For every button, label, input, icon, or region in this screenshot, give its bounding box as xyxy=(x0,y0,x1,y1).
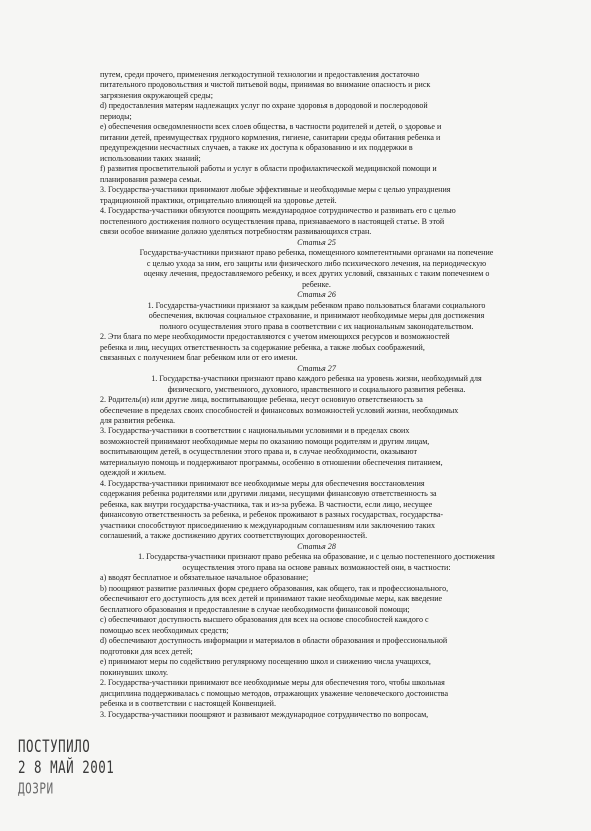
text-line: е) обеспечения осведомленности всех слоев общества, в частности родителей и детей, о здоровье и xyxy=(100,122,442,132)
text-line: 1. Государства-участники признают право ребенка на образование, и с целью постепенного достижения xyxy=(138,552,495,562)
text-line: 3. Государства-участники в соответствии с национальными условиями и в пределах своих xyxy=(100,426,410,436)
text-line: е) принимают меры по содействию регулярному посещению школ и снижению числа учащихся, xyxy=(100,657,431,667)
text-line: 1. Государства-участники признают право каждого ребенка на уровень жизни, необходимый для xyxy=(151,374,482,384)
text-line: материальную помощь и поддерживают программы, особенно в отношении обеспечения питанием, xyxy=(100,457,443,467)
article-heading: Статья 27 xyxy=(297,363,336,373)
text-line: питательного продовольствия и чистой питьевой воды, принимая во внимание опасность и риск xyxy=(100,80,431,90)
text-line: воспитывающим детей, в осуществлении этого права и, в случае необходимости, оказывают xyxy=(100,447,417,457)
text-line: с целью ухода за ним, его защиты или физического либо психического лечения, на периодическую xyxy=(146,258,487,268)
text-line: полного осуществления этого права в соответствии с их национальным законодательством. xyxy=(159,321,474,331)
text-line: 2. Государства-участники принимают все необходимые меры для обеспечения того, чтобы школьная xyxy=(100,678,445,688)
text-line: осуществления этого права на основе равных возможностей они, в частности: xyxy=(182,562,451,572)
text-line: питании детей, преимуществах грудного кормления, гигиене, санитарии среды обитания ребенка и xyxy=(100,132,441,142)
text-line: покинувших школу. xyxy=(100,667,169,677)
text-line: обеспечивают его доступность для всех детей и принимают такие необходимые меры, как введение xyxy=(100,594,443,604)
text-line: дисциплина поддерживалась с помощью методов, отражающих уважение человеческого достоинства xyxy=(100,688,449,698)
text-line: соглашений, а также достижению других соответствующих договоренностей. xyxy=(100,531,368,541)
text-line: с) обеспечивают доступность высшего образования для всех на основе способностей каждого с xyxy=(100,615,429,625)
text-line: обеспечение в пределах своих способностей и финансовых возможностей условий жизни, необходимых xyxy=(100,405,459,415)
text-line: предупреждении несчастных случаев, а также их доступа к образованию и их поддержки в xyxy=(100,143,413,153)
text-line: загрязнения окружающей среды; xyxy=(100,90,213,100)
text-line: подготовки для всех детей; xyxy=(100,646,193,656)
text-line: ребенка и лиц, несущих ответственность за содержание ребенка, а также любых соображений, xyxy=(100,342,425,352)
text-line: планирования размера семьи. xyxy=(100,174,202,184)
received-stamp: ПОСТУПИЛО xyxy=(18,736,91,757)
text-line: 1. Государства-участники признают за каждым ребенком право пользоваться благами социального xyxy=(147,300,486,310)
text-line: участники способствуют присоединению к международным соглашениям или заключению таких xyxy=(100,520,435,530)
text-line: помощью всех необходимых средств; xyxy=(100,625,229,635)
text-line: 2. Эти блага по мере необходимости предоставляются с учетом имеющихся ресурсов и возможностей xyxy=(100,332,450,342)
text-line: ребенке. xyxy=(302,279,331,289)
text-line: Государства-участники признают право ребенка, помещенного компетентными органами на попечение xyxy=(139,248,494,258)
text-line: путем, среди прочего, применения легкодоступной технологии и предоставления достаточно xyxy=(100,70,420,79)
text-line: периоды; xyxy=(100,111,132,121)
document-body xyxy=(100,70,533,720)
text-line: 4. Государства-участники обязуются поощрять международное сотрудничество и развивать его с целью xyxy=(100,206,456,216)
text-line: оценку лечения, предоставляемого ребенку, и всех других условий, связанных с таким попечением о xyxy=(143,269,490,279)
text-line: связи особое внимание должно уделяться потребностям развивающихся стран. xyxy=(100,227,372,237)
text-line: а) вводят бесплатное и обязательное начальное образование; xyxy=(100,573,309,583)
received-stamp-date: 2 8 МАЙ 2001 xyxy=(18,757,115,778)
text-line: для развития ребенка. xyxy=(100,415,176,425)
text-line: ребенка и в соответствии с настоящей Конвенцией. xyxy=(100,699,276,709)
text-line: постепенного достижения полного осуществления права, признаваемого в настоящей статье. В этой xyxy=(100,216,445,226)
text-line: обеспечения, включая социальное страхование, и принимают необходимые меры для достижения xyxy=(148,311,485,321)
article-heading: Статья 28 xyxy=(297,541,336,551)
article-heading: Статья 25 xyxy=(297,237,336,247)
text-line: ребенка, как внутри государства-участника, так и из-за рубежа. В частности, если лицо, несущее xyxy=(100,499,433,509)
text-line: 3. Государства-участники поощряют и развивают международное сотрудничество по вопросам, xyxy=(100,709,429,719)
text-line: одеждой и жильем. xyxy=(100,468,166,478)
text-line: бесплатного образования и предоставление в случае необходимости финансовой помощи; xyxy=(100,604,410,614)
text-line: возможностей принимают необходимые меры по оказанию помощи родителям и другим лицам, xyxy=(100,436,430,446)
text-line: d) предоставления матерям надлежащих услуг по охране здоровья в дородовой и послеродовой xyxy=(100,101,428,111)
text-line: f) развития просветительной работы и услуг в области профилактической медицинской помощи и xyxy=(100,164,437,174)
text-line: использовании таких знаний; xyxy=(100,153,201,163)
text-line: 4. Государства-участники принимают все необходимые меры для обеспечения восстановления xyxy=(100,478,425,488)
text-line: 3. Государства-участники принимают любые эффективные и необходимые меры с целью упразднения xyxy=(100,185,451,195)
article-heading: Статья 26 xyxy=(297,290,336,300)
text-line: 2. Родитель(и) или другие лица, воспитывающие ребенка, несут основную ответственность за xyxy=(100,395,423,405)
text-line: b) поощряют развитие различных форм среднего образования, как общего, так и профессионального, xyxy=(100,583,449,593)
text-line: традиционной практики, отрицательно влияющей на здоровье детей. xyxy=(100,195,337,205)
text-line: d) обеспечивают доступность информации и материалов в области образования и профессиональной xyxy=(100,636,448,646)
text-line: финансовую ответственность за ребенка, и ребенок проживают в разных государствах, государства- xyxy=(100,510,444,520)
text-line: связанных с получением благ ребенком или от его имени. xyxy=(100,353,298,363)
text-line: содержания ребенка родителями или другими лицами, несущими финансовую ответственность за xyxy=(100,489,437,499)
received-stamp-department: ДОЗРИ xyxy=(18,780,54,798)
text-line: физического, умственного, духовного, нравственного и социального развития ребенка. xyxy=(167,384,466,394)
